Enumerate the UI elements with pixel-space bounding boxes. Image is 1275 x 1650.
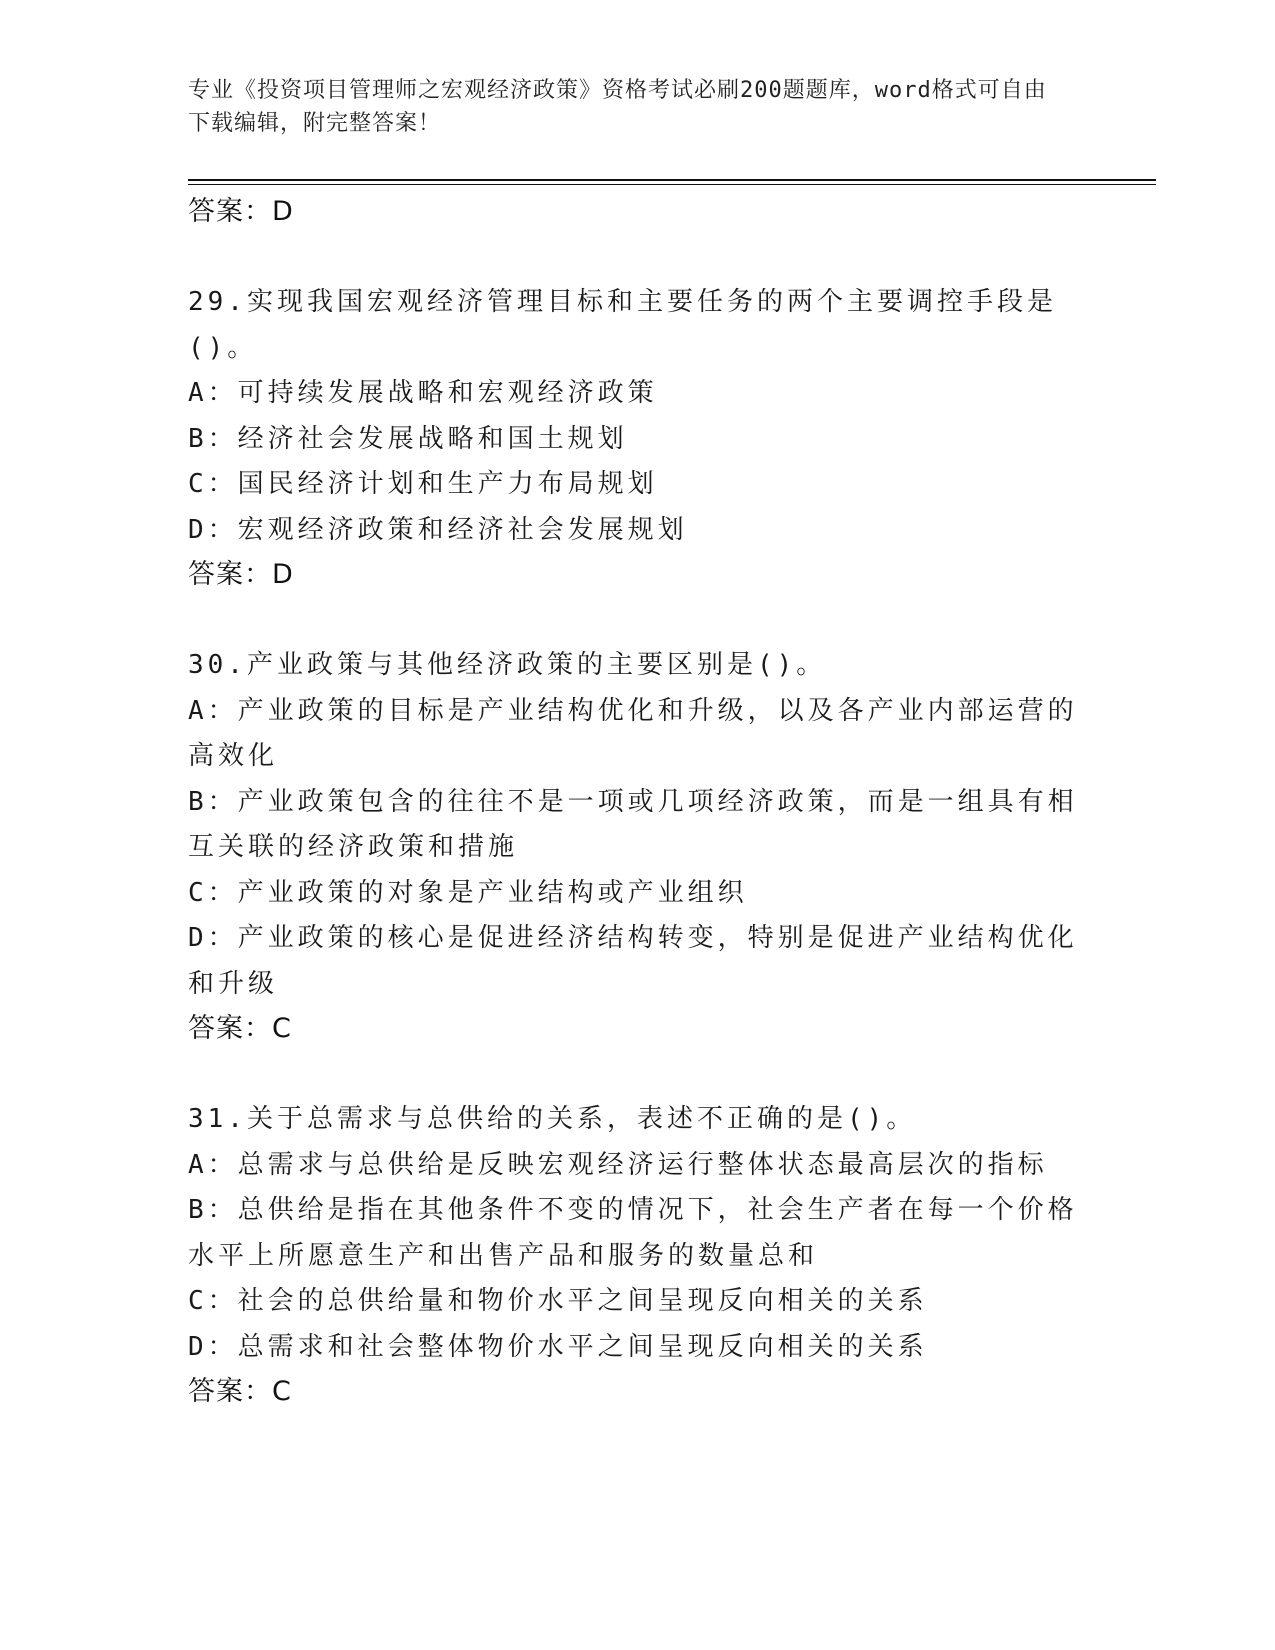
answer-line: 答案：C [188, 1376, 292, 1407]
question-stem: 30.产业政策与其他经济政策的主要区别是()。 [188, 650, 827, 680]
option-a: A：可持续发展战略和宏观经济政策 [188, 378, 658, 408]
option-a: A：产业政策的目标是产业结构优化和升级，以及各产业内部运营的高效化 [188, 695, 1078, 771]
option-c: C：国民经济计划和生产力布局规划 [188, 469, 658, 499]
option-a: A：总需求与总供给是反映宏观经济运行整体状态最高层次的指标 [188, 1149, 1048, 1180]
option-d: D：产业政策的核心是促进经济结构转变，特别是促进产业结构优化和升级 [188, 923, 1078, 999]
header-divider-thick [188, 179, 1156, 181]
option-c: C：社会的总供给量和物价水平之间呈现反向相关的关系 [188, 1286, 928, 1316]
question-stem: 31.关于总需求与总供给的关系，表述不正确的是()。 [188, 1104, 917, 1134]
option-b: B：产业政策包含的往往不是一项或几项经济政策，而是一组具有相互关联的经济政策和措施 [188, 786, 1078, 862]
answer-line: 答案：C [188, 1013, 292, 1044]
question-31 [188, 1097, 1088, 1414]
answer-line: 答案：D [188, 559, 294, 590]
header-divider-thin [188, 184, 1156, 185]
option-c: C：产业政策的对象是产业结构或产业组织 [188, 877, 748, 908]
option-b: B：总供给是指在其他条件不变的情况下，社会生产者在每一个价格水平上所愿意生产和出售产品和服务的数量总和 [188, 1195, 1078, 1271]
option-d: D：总需求和社会整体物价水平之间呈现反向相关的关系 [188, 1331, 928, 1362]
document-header: 专业《投资项目管理师之宏观经济政策》资格考试必刷200题题库，word格式可自由下载编辑，附完整答案！ [188, 78, 1047, 136]
option-d: D：宏观经济政策和经济社会发展规划 [188, 514, 688, 545]
question-29 [188, 280, 1088, 597]
answer-line: 答案：D [188, 196, 294, 227]
option-b: B：经济社会发展战略和国土规划 [188, 423, 628, 454]
document-body [188, 190, 1088, 1414]
question-stem: 29.实现我国宏观经济管理目标和主要任务的两个主要调控手段是()。 [188, 287, 1057, 363]
question-30 [188, 643, 1088, 1051]
